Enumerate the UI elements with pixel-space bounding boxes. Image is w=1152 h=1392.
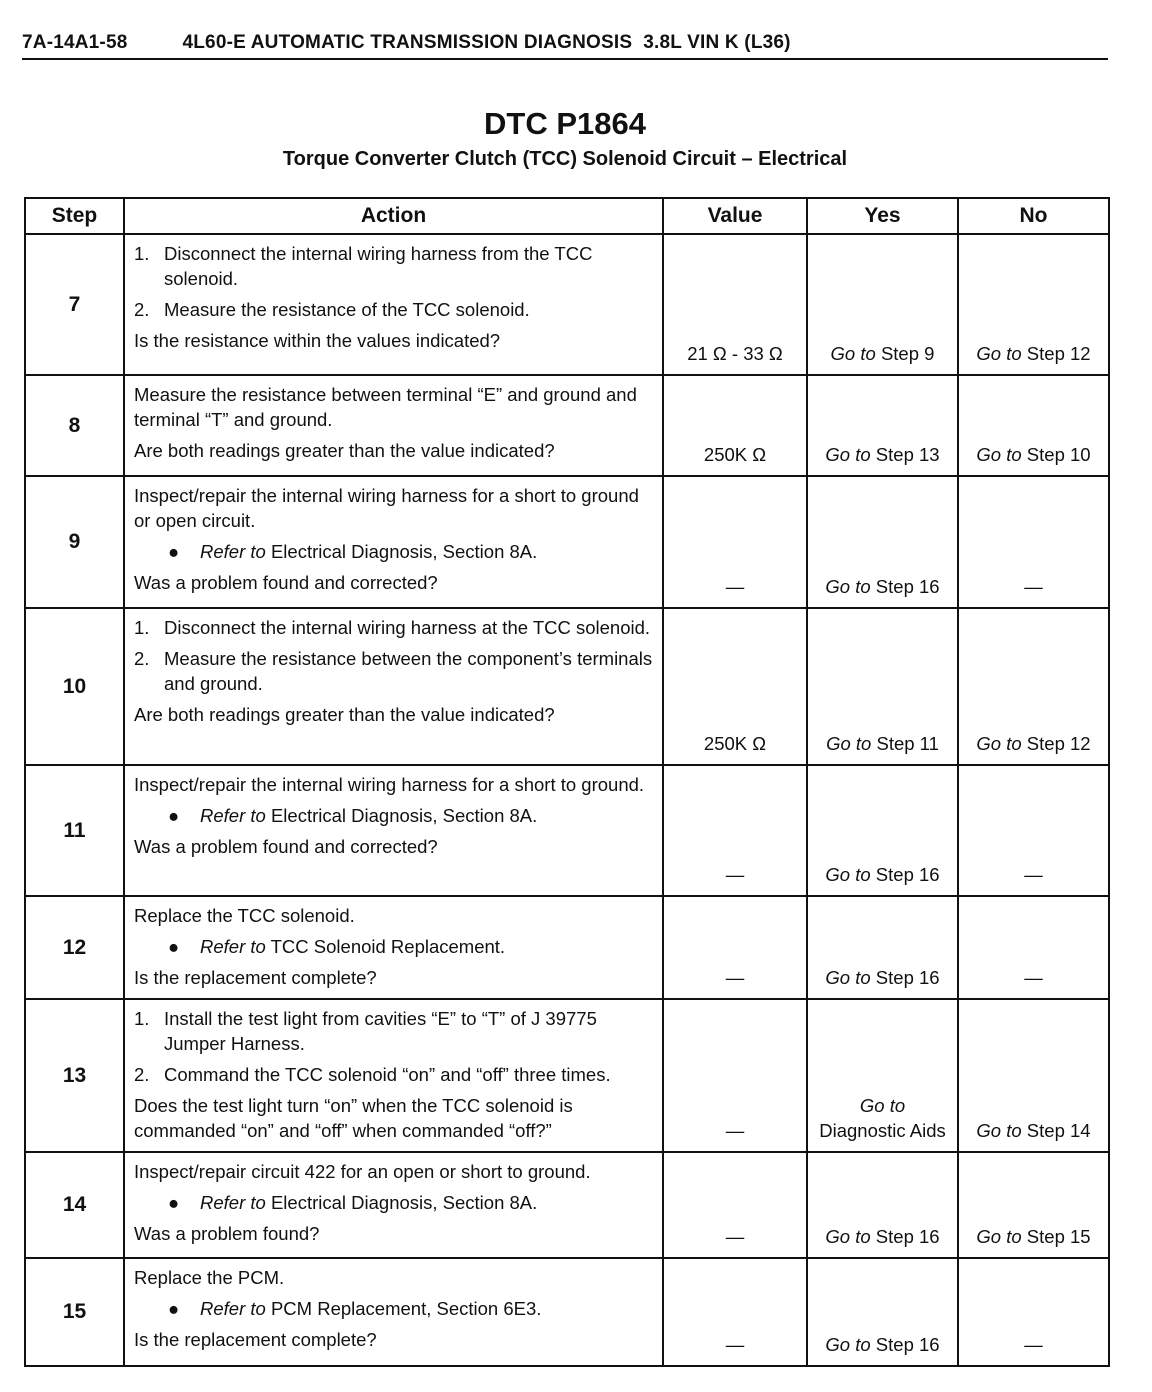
diagnostic-table <box>24 197 1110 1367</box>
yes-cell <box>807 896 958 999</box>
question-text: Is the resistance within the values indicated? <box>134 330 501 351</box>
step-number: 14 <box>25 1152 124 1258</box>
action-cell <box>124 234 663 375</box>
action-text: Inspect/repair the internal wiring harness for a short to ground. <box>134 774 645 795</box>
action-cell <box>124 608 663 765</box>
no-cell: — <box>958 1258 1109 1366</box>
step-number: 15 <box>25 1258 124 1366</box>
action-text: Replace the TCC solenoid. <box>134 905 355 926</box>
table-row <box>25 476 1109 608</box>
question-text: Was a problem found and corrected? <box>134 572 438 593</box>
yes-cell <box>807 999 958 1152</box>
bullet-item <box>168 1296 654 1321</box>
table-row <box>25 765 1109 896</box>
table-row <box>25 375 1109 476</box>
step-number: 8 <box>25 375 124 476</box>
step-number: 13 <box>25 999 124 1152</box>
question-text: Was a problem found and corrected? <box>134 836 438 857</box>
yes-cell <box>807 1258 958 1366</box>
no-cell <box>958 1152 1109 1258</box>
item-text: Disconnect the internal wiring harness from the TCC solenoid. <box>164 243 593 289</box>
item-text: Install the test light from cavities “E” to “T” of J 39775 Jumper Harness. <box>164 1008 597 1054</box>
item-number: 2. <box>134 299 150 320</box>
refer-italic: Refer to <box>200 541 266 562</box>
action-text: Inspect/repair the internal wiring harness for a short to ground or open circuit. <box>134 485 639 531</box>
goto-italic: Go to <box>825 576 871 597</box>
yes-cell <box>807 476 958 608</box>
question-text: Is the replacement complete? <box>134 1329 377 1350</box>
action-text: Replace the PCM. <box>134 1267 285 1288</box>
yes-cell <box>807 234 958 375</box>
goto-italic: Go to <box>976 733 1022 754</box>
table-body <box>25 234 1109 1366</box>
item-text: Disconnect the internal wiring harness at the TCC solenoid. <box>164 617 651 638</box>
question-text: Are both readings greater than the value indicated? <box>134 440 555 461</box>
numbered-item <box>134 615 654 640</box>
bullet-text <box>200 934 505 959</box>
goto-italic: Go to <box>976 1226 1022 1247</box>
page-number: 7A-14A1-58 <box>22 32 128 53</box>
refer-italic: Refer to <box>200 1192 266 1213</box>
bullet-dot: ● <box>168 936 180 957</box>
yes-cell <box>807 765 958 896</box>
question-text: Was a problem found? <box>134 1223 320 1244</box>
bullet-item <box>168 1190 654 1215</box>
table-row <box>25 1152 1109 1258</box>
action-cell <box>124 765 663 896</box>
step-number: 11 <box>25 765 124 896</box>
question-text: Are both readings greater than the value indicated? <box>134 704 555 725</box>
numbered-item <box>134 1062 654 1087</box>
item-number: 2. <box>134 648 150 669</box>
item-number: 2. <box>134 1064 150 1085</box>
goto-target: Step 16 <box>875 967 940 988</box>
goto-target: Step 13 <box>875 444 940 465</box>
goto-target: Step 15 <box>1026 1226 1091 1247</box>
yes-cell <box>807 608 958 765</box>
bullet-text <box>200 1296 541 1321</box>
table-row <box>25 999 1109 1152</box>
numbered-item <box>134 646 654 696</box>
refer-italic: Refer to <box>200 1298 266 1319</box>
reference: TCC Solenoid Replacement. <box>270 936 506 957</box>
bullet-text <box>200 803 537 828</box>
section-title: 4L60-E AUTOMATIC TRANSMISSION DIAGNOSIS 3.8L VIN K (L36) <box>182 32 791 53</box>
goto-target: Step 16 <box>875 576 940 597</box>
reference: PCM Replacement, Section 6E3. <box>270 1298 542 1319</box>
goto-target: Diagnostic Aids <box>819 1120 946 1141</box>
column-header-step: Step <box>25 198 124 234</box>
bullet-dot: ● <box>168 1298 180 1319</box>
action-cell <box>124 999 663 1152</box>
table-row <box>25 234 1109 375</box>
value-cell: — <box>663 765 807 896</box>
item-number: 1. <box>134 243 150 264</box>
goto-target: Step 16 <box>875 1334 940 1355</box>
action-text: Measure the resistance between terminal “E” and ground and terminal “T” and ground. <box>134 384 637 430</box>
value-cell: — <box>663 896 807 999</box>
table-row <box>25 608 1109 765</box>
goto-target: Step 14 <box>1026 1120 1091 1141</box>
numbered-item <box>134 297 654 322</box>
item-text: Measure the resistance of the TCC solenoid. <box>164 299 530 320</box>
goto-target: Step 10 <box>1026 444 1091 465</box>
goto-italic: Go to <box>825 967 871 988</box>
column-header-yes: Yes <box>807 198 958 234</box>
goto-italic: Go to <box>976 1120 1022 1141</box>
step-number: 10 <box>25 608 124 765</box>
value-cell: — <box>663 476 807 608</box>
bullet-item <box>168 934 654 959</box>
goto-italic: Go to <box>830 343 876 364</box>
no-cell: — <box>958 896 1109 999</box>
refer-italic: Refer to <box>200 936 266 957</box>
bullet-text <box>200 539 537 564</box>
action-cell <box>124 1258 663 1366</box>
value-cell: 250K Ω <box>663 608 807 765</box>
reference: Electrical Diagnosis, Section 8A. <box>270 541 538 562</box>
value-cell: — <box>663 1258 807 1366</box>
reference: Electrical Diagnosis, Section 8A. <box>270 805 538 826</box>
goto-target: Step 16 <box>875 864 940 885</box>
goto-italic: Go to <box>825 864 871 885</box>
action-cell <box>124 375 663 476</box>
value-cell: 250K Ω <box>663 375 807 476</box>
goto-target: Step 12 <box>1026 733 1091 754</box>
no-cell <box>958 234 1109 375</box>
page-subtitle: Torque Converter Clutch (TCC) Solenoid Circuit – Electrical <box>282 148 848 170</box>
goto-target: Step 12 <box>1026 343 1091 364</box>
no-cell: — <box>958 476 1109 608</box>
no-cell: — <box>958 765 1109 896</box>
numbered-item <box>134 1006 654 1056</box>
no-cell <box>958 375 1109 476</box>
goto-target: Step 9 <box>880 343 935 364</box>
page-header <box>22 32 1108 60</box>
bullet-item <box>168 803 654 828</box>
refer-italic: Refer to <box>200 805 266 826</box>
goto-target: Step 16 <box>875 1226 940 1247</box>
page-title: DTC P1864 <box>484 106 646 141</box>
bullet-dot: ● <box>168 1192 180 1213</box>
table-row <box>25 1258 1109 1366</box>
action-text: Inspect/repair circuit 422 for an open or short to ground. <box>134 1161 591 1182</box>
bullet-dot: ● <box>168 541 180 562</box>
column-header-no: No <box>958 198 1109 234</box>
action-cell <box>124 1152 663 1258</box>
goto-italic: Go to <box>825 444 871 465</box>
step-number: 9 <box>25 476 124 608</box>
value-cell: — <box>663 1152 807 1258</box>
no-cell <box>958 999 1109 1152</box>
bullet-item <box>168 539 654 564</box>
item-number: 1. <box>134 617 150 638</box>
bullet-dot: ● <box>168 805 180 826</box>
step-number: 7 <box>25 234 124 375</box>
item-text: Measure the resistance between the component’s terminals and ground. <box>164 648 653 694</box>
item-number: 1. <box>134 1008 150 1029</box>
goto-italic: Go to <box>826 733 872 754</box>
yes-cell <box>807 375 958 476</box>
goto-italic: Go to <box>825 1226 871 1247</box>
reference: Electrical Diagnosis, Section 8A. <box>270 1192 538 1213</box>
yes-cell <box>807 1152 958 1258</box>
goto-target: Step 11 <box>876 733 939 754</box>
numbered-item <box>134 241 654 291</box>
step-number: 12 <box>25 896 124 999</box>
bullet-text <box>200 1190 537 1215</box>
column-header-value: Value <box>663 198 807 234</box>
goto-italic: Go to <box>976 444 1022 465</box>
value-cell: — <box>663 999 807 1152</box>
column-header-action: Action <box>124 198 663 234</box>
item-text: Command the TCC solenoid “on” and “off” three times. <box>164 1064 611 1085</box>
no-cell <box>958 608 1109 765</box>
value-cell: 21 Ω - 33 Ω <box>663 234 807 375</box>
goto-italic: Go to <box>859 1095 906 1116</box>
goto-italic: Go to <box>825 1334 871 1355</box>
table-header-row <box>25 198 1109 234</box>
action-cell <box>124 896 663 999</box>
table-row <box>25 896 1109 999</box>
goto-word <box>808 1093 957 1118</box>
question-text: Is the replacement complete? <box>134 967 377 988</box>
goto-italic: Go to <box>976 343 1022 364</box>
action-cell <box>124 476 663 608</box>
question-text: Does the test light turn “on” when the TCC solenoid is commanded “on” and “off” when commanded “off?” <box>134 1095 573 1141</box>
